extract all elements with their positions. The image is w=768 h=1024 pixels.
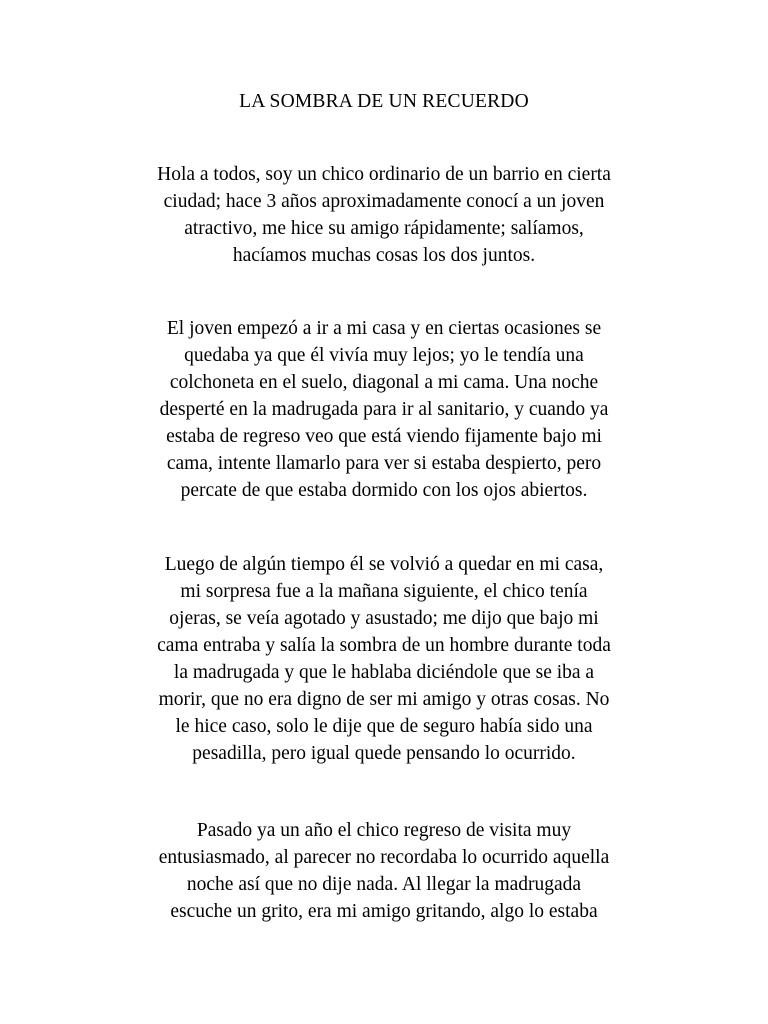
- paragraph-2: [100, 315, 668, 504]
- text-line: Pasado ya un año el chico regreso de visita muy: [196, 820, 572, 841]
- text-line: desperté en la madrugada para ir al sanitario, y cuando ya: [159, 399, 609, 420]
- text-line: Luego de algún tiempo él se volvió a quedar en mi casa,: [164, 554, 604, 575]
- text-line: estaba de regreso veo que está viendo fijamente bajo mi: [166, 426, 602, 447]
- text-line: pesadilla, pero igual quede pensando lo ocurrido.: [192, 743, 576, 764]
- text-line: entusiasmado, al parecer no recordaba lo ocurrido aquella: [158, 847, 610, 868]
- text-line: mi sorpresa fue a la mañana siguiente, el chico tenía: [180, 581, 588, 602]
- text-line: quedaba ya que él vivía muy lejos; yo le tendía una: [184, 345, 584, 366]
- text-line: Hola a todos, soy un chico ordinario de un barrio en cierta: [157, 164, 611, 185]
- text-line: le hice caso, solo le dije que de seguro había sido una: [175, 716, 593, 737]
- text-line: cama entraba y salía la sombra de un hombre durante toda: [157, 635, 611, 656]
- text-line: la madrugada y que le hablaba diciéndole que se iba a: [173, 662, 595, 683]
- text-line: atractivo, me hice su amigo rápidamente; salíamos,: [184, 218, 584, 239]
- paragraph-1: [100, 161, 668, 269]
- paragraph-4: [100, 817, 668, 925]
- text-line: morir, que no era digno de ser mi amigo y otras cosas. No: [158, 689, 610, 710]
- document-title: LA SOMBRA DE UN RECUERDO: [239, 91, 529, 112]
- text-line: percate de que estaba dormido con los ojos abiertos.: [180, 480, 588, 501]
- text-line: ciudad; hace 3 años aproximadamente conocí a un joven: [163, 191, 605, 212]
- text-line: hacíamos muchas cosas los dos juntos.: [232, 245, 536, 266]
- text-line: noche así que no dije nada. Al llegar la madrugada: [186, 874, 582, 895]
- text-line: El joven empezó a ir a mi casa y en ciertas ocasiones se: [166, 318, 602, 339]
- text-line: colchoneta en el suelo, diagonal a mi cama. Una noche: [169, 372, 599, 393]
- text-line: ojeras, se veía agotado y asustado; me dijo que bajo mi: [169, 608, 599, 629]
- text-line: escuche un grito, era mi amigo gritando, algo lo estaba: [170, 901, 598, 922]
- paragraph-3: [100, 551, 668, 767]
- text-line: cama, intente llamarlo para ver si estaba despierto, pero: [166, 453, 602, 474]
